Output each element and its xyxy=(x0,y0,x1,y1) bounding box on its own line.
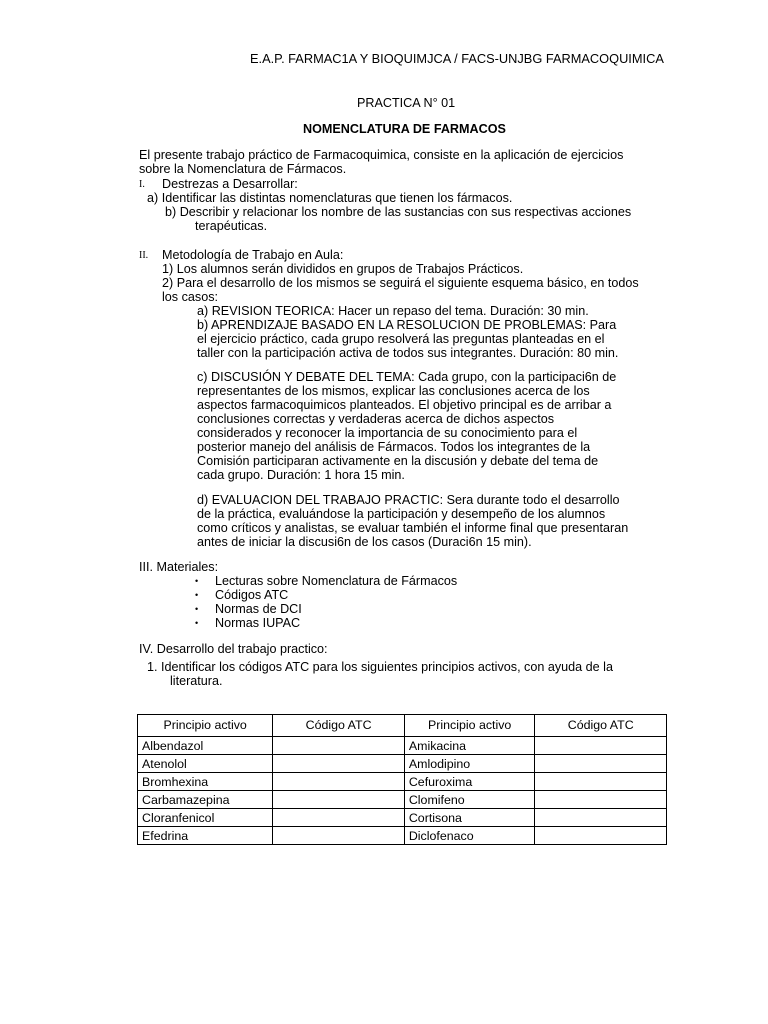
section-1-heading: Destrezas a Desarrollar: xyxy=(162,177,298,191)
table-cell: Atenolol xyxy=(138,755,273,773)
step-b-line: taller con la participación activa de todos sus integrantes. Duración: 80 min. xyxy=(197,346,619,360)
step-b-line: b) APRENDIZAJE BASADO EN LA RESOLUCION DE PROBLEMAS: Para xyxy=(197,318,617,332)
step-b-line: el ejercicio práctico, cada grupo resolverá las preguntas planteadas en el xyxy=(197,332,605,346)
step-c-line: cada grupo. Duración: 1 hora 15 min. xyxy=(197,468,405,482)
section-4-item-1: 1. Identificar los códigos ATC para los siguientes principios activos, con ayuda de la xyxy=(147,660,613,674)
section-1-item-b-cont: terapéuticas. xyxy=(195,219,268,233)
step-c-line: representantes de los mismos, explicar las conclusiones acerca de los xyxy=(197,384,590,398)
step-c-line: posterior manejo del análisis de Fármacos. Todos los integrantes de la xyxy=(197,440,591,454)
section-1-number: I. xyxy=(139,179,145,190)
document-header: E.A.P. FARMAC1A Y BIOQUIMJCA / FACS-UNJBG FARMACOQUIMICA xyxy=(250,51,664,66)
table-cell xyxy=(273,773,405,791)
section-4-heading: IV. Desarrollo del trabajo practico: xyxy=(139,642,328,656)
table-cell: Cloranfenicol xyxy=(138,809,273,827)
step-c-line: c) DISCUSIÓN Y DEBATE DEL TEMA: Cada grupo, con la participaci6n de xyxy=(197,370,617,384)
step-d xyxy=(197,493,630,549)
step-c-line: aspectos farmacoquimicos planteados. El objetivo principal es de arribar a xyxy=(197,398,612,412)
table-cell: Amikacina xyxy=(404,737,535,755)
section-4-item-1-cont: literatura. xyxy=(170,674,223,688)
table-cell xyxy=(535,737,667,755)
bullet-icon: • xyxy=(195,618,199,628)
column-header: Principio activo xyxy=(404,715,535,737)
table-row xyxy=(138,737,667,755)
atc-table xyxy=(137,714,667,845)
step-d-line: antes de iniciar la discusi6n de los casos (Duraci6n 15 min). xyxy=(197,535,532,549)
list-item-text: Códigos ATC xyxy=(215,588,289,602)
step-a: a) REVISION TEORICA: Hacer un repaso del tema. Duración: 30 min. xyxy=(197,304,589,318)
section-2-item-2: 2) Para el desarrollo de los mismos se seguirá el siguiente esquema básico, en todos xyxy=(162,276,639,290)
table-cell: Cefuroxima xyxy=(404,773,535,791)
step-d-line: d) EVALUACION DEL TRABAJO PRACTIC: Sera durante todo el desarrollo xyxy=(197,493,620,507)
table-cell xyxy=(535,827,667,845)
table-cell: Bromhexina xyxy=(138,773,273,791)
table-cell xyxy=(273,827,405,845)
table-cell: Carbamazepina xyxy=(138,791,273,809)
table-cell: Efedrina xyxy=(138,827,273,845)
table-cell: Clomifeno xyxy=(404,791,535,809)
table-cell xyxy=(535,755,667,773)
bullet-icon: • xyxy=(195,604,199,614)
intro-paragraph xyxy=(139,148,659,176)
bullet-icon: • xyxy=(195,590,199,600)
practice-number: PRACTICA N° 01 xyxy=(357,96,456,110)
section-2 xyxy=(139,248,639,304)
table-row xyxy=(138,827,667,845)
column-header: Código ATC xyxy=(273,715,405,737)
step-d-line: de la práctica, evaluándose la participación y desempeño de los alumnos xyxy=(197,507,606,521)
page-title: NOMENCLATURA DE FARMACOS xyxy=(303,122,506,136)
list-item-text: Lecturas sobre Nomenclatura de Fármacos xyxy=(215,574,458,588)
table-row xyxy=(138,791,667,809)
table-cell xyxy=(273,755,405,773)
section-2-item-2-cont: los casos: xyxy=(162,290,218,304)
table-header-row xyxy=(138,715,667,737)
table-cell xyxy=(273,791,405,809)
table-cell xyxy=(535,773,667,791)
table-cell xyxy=(535,791,667,809)
step-c-line: conclusiones correctas y verdaderas acerca de dichos aspectos xyxy=(197,412,555,426)
section-1-item-a: a) Identificar las distintas nomenclaturas que tienen los fármacos. xyxy=(147,191,513,205)
section-2-number: II. xyxy=(139,250,149,261)
section-1-item-b: b) Describir y relacionar los nombre de las sustancias con sus respectivas acciones xyxy=(165,205,632,219)
step-b xyxy=(197,318,630,360)
bullet-icon: • xyxy=(195,576,199,586)
table-row xyxy=(138,773,667,791)
table-cell xyxy=(535,809,667,827)
table-cell xyxy=(273,809,405,827)
step-d-line: como críticos y analistas, se evaluar también el informe final que presentaran xyxy=(197,521,629,535)
table-cell xyxy=(273,737,405,755)
intro-line: sobre la Nomenclatura de Fármacos. xyxy=(139,162,347,176)
table-cell: Amlodipino xyxy=(404,755,535,773)
table-row xyxy=(138,755,667,773)
section-1 xyxy=(139,177,632,233)
list-item-text: Normas IUPAC xyxy=(215,616,301,630)
section-2-heading: Metodología de Trabajo en Aula: xyxy=(162,248,344,262)
column-header: Código ATC xyxy=(535,715,667,737)
intro-line: El presente trabajo práctico de Farmacoquimica, consiste en la aplicación de ejercicios xyxy=(139,148,624,162)
column-header: Principio activo xyxy=(138,715,273,737)
section-3-heading: III. Materiales: xyxy=(139,560,219,574)
step-c-line: considerados y reconocer la importancia de su conocimiento para el xyxy=(197,426,578,440)
step-c xyxy=(197,370,630,482)
table-row xyxy=(138,809,667,827)
table-cell: Diclofenaco xyxy=(404,827,535,845)
table-cell: Albendazol xyxy=(138,737,273,755)
step-c-line: Comisión participaran activamente en la discusión y debate del tema de xyxy=(197,454,599,468)
table-cell: Cortisona xyxy=(404,809,535,827)
section-2-item-1: 1) Los alumnos serán divididos en grupos de Trabajos Prácticos. xyxy=(162,262,524,276)
list-item-text: Normas de DCI xyxy=(215,602,302,616)
